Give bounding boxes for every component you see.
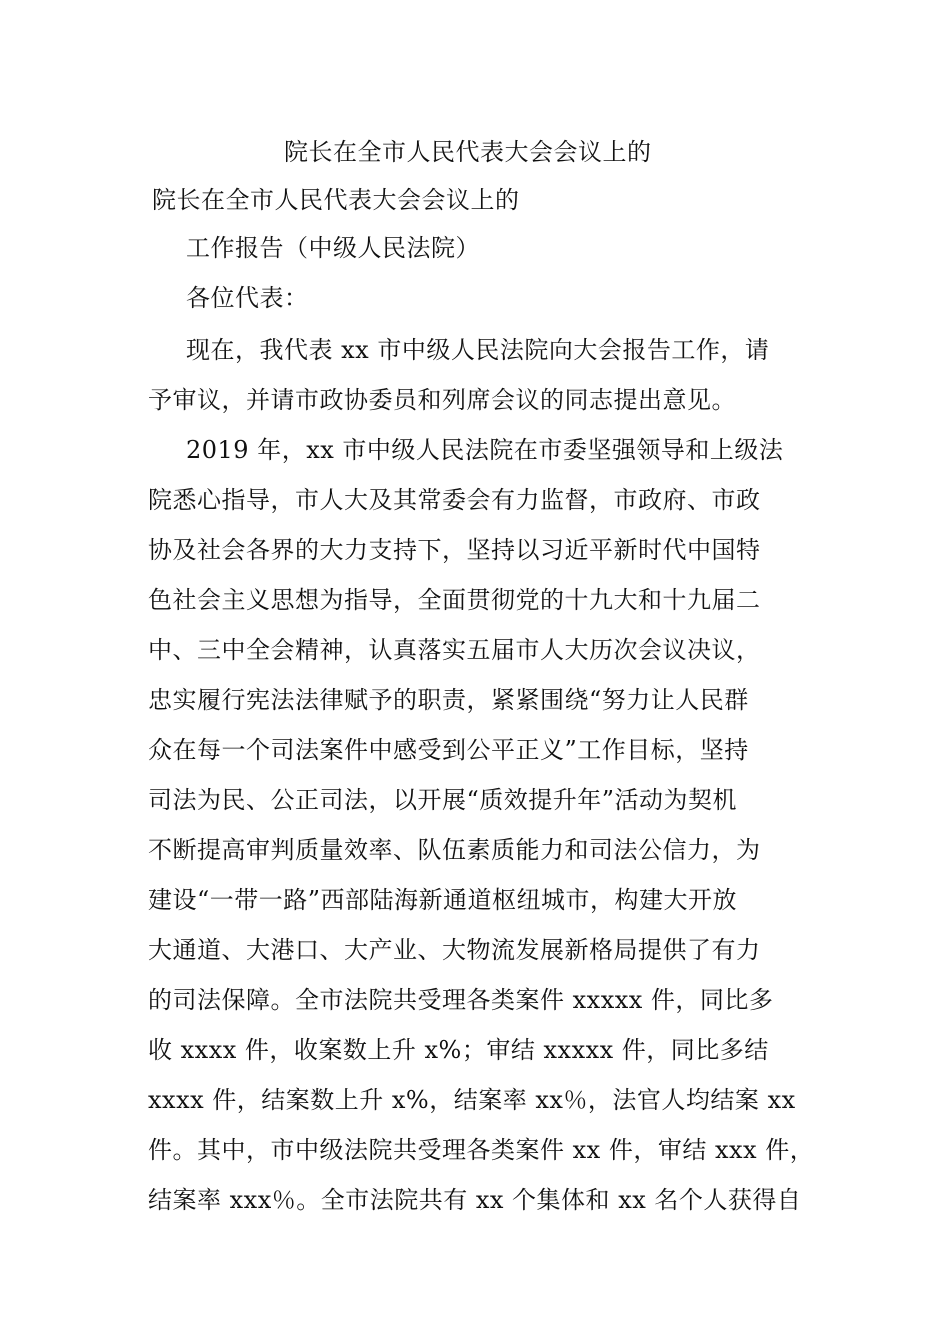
paragraph2-line: 的司法保障。全市法院共受理各类案件 xxxxx 件，同比多 — [148, 986, 774, 1014]
report-heading-line1: 院长在全市人民代表大会会议上的 — [152, 186, 520, 214]
paragraph2-line: 院悉心指导，市人大及其常委会有力监督，市政府、市政 — [148, 486, 761, 514]
paragraph2-line: xxxx 件，结案数上升 x%，结案率 xx％，法官人均结案 xx — [148, 1086, 796, 1114]
paragraph2-line: 2019 年，xx 市中级人民法院在市委坚强领导和上级法 — [186, 436, 784, 464]
paragraph2-line: 协及社会各界的大力支持下，坚持以习近平新时代中国特 — [148, 536, 761, 564]
paragraph1-line: 予审议，并请市政协委员和列席会议的同志提出意见。 — [148, 386, 736, 414]
paragraph2-line: 大通道、大港口、大产业、大物流发展新格局提供了有力 — [148, 936, 761, 964]
paragraph1-line: 现在，我代表 xx 市中级人民法院向大会报告工作，请 — [186, 336, 770, 364]
paragraph2-line: 收 xxxx 件，收案数上升 x%；审结 xxxxx 件，同比多结 — [148, 1036, 769, 1064]
paragraph2-line: 司法为民、公正司法，以开展“质效提升年”活动为契机 — [148, 786, 738, 814]
paragraph2-line: 建设“一带一路”西部陆海新通道枢纽城市，构建大开放 — [148, 886, 738, 914]
paragraph2-line: 中、三中全会精神，认真落实五届市人大历次会议决议， — [148, 636, 761, 664]
greeting: 各位代表： — [186, 284, 309, 312]
report-heading-line2: 工作报告（中级人民法院） — [186, 234, 480, 262]
paragraph2-line: 结案率 xxx％。全市法院共有 xx 个集体和 xx 名个人获得自 — [148, 1186, 802, 1214]
paragraph2-line: 忠实履行宪法法律赋予的职责，紧紧围绕“努力让人民群 — [148, 686, 749, 714]
document-title: 院长在全市人民代表大会会议上的 — [284, 138, 652, 166]
paragraph2-line: 不断提高审判质量效率、队伍素质能力和司法公信力，为 — [148, 836, 761, 864]
paragraph2-line: 众在每一个司法案件中感受到公平正义”工作目标，坚持 — [148, 736, 749, 764]
paragraph2-line: 色社会主义思想为指导，全面贯彻党的十九大和十九届二 — [148, 586, 761, 614]
paragraph2-line: 件。其中，市中级法院共受理各类案件 xx 件，审结 xxx 件， — [148, 1136, 815, 1164]
